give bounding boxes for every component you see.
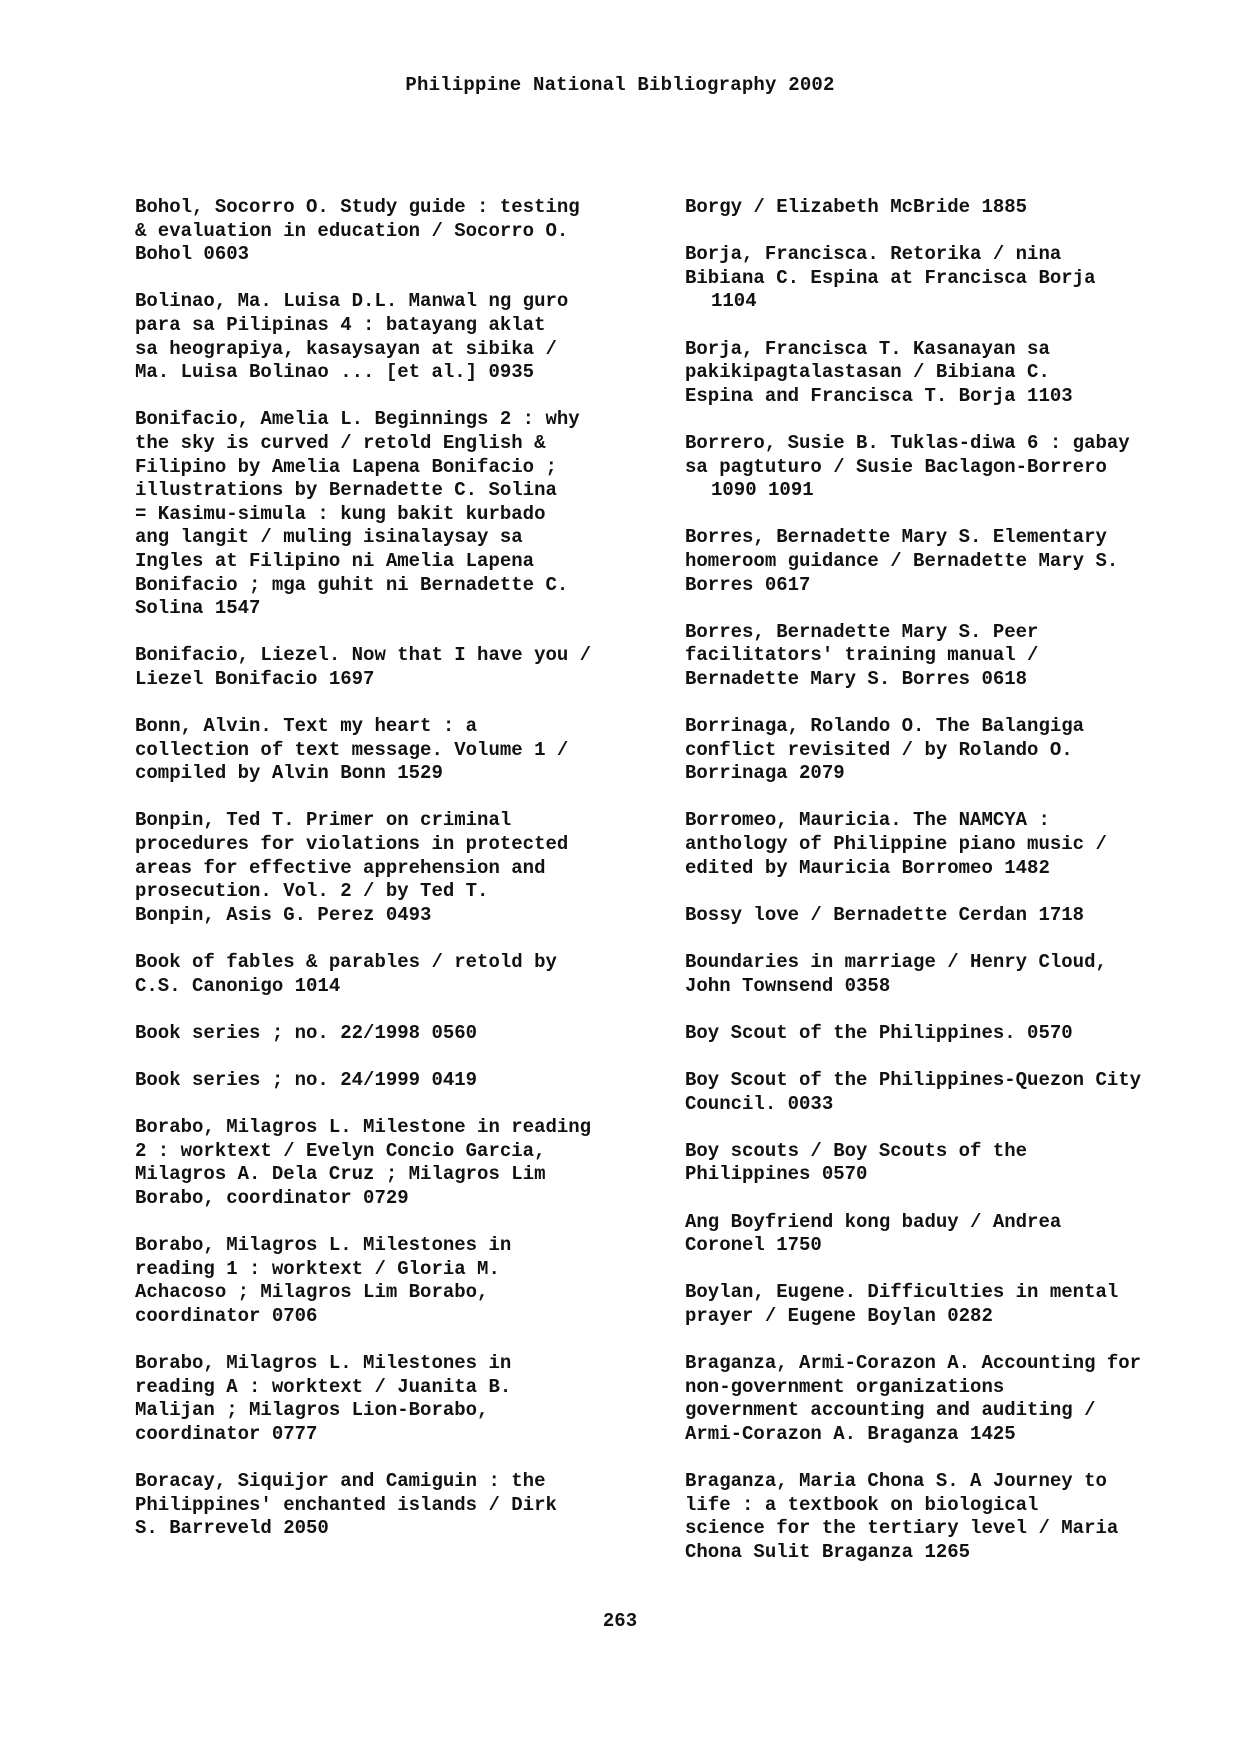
bibliography-entry xyxy=(135,1022,655,1046)
entry-line: collection of text message. Volume 1 / xyxy=(135,738,569,761)
entry-line: prayer / Eugene Boylan 0282 xyxy=(685,1304,993,1327)
entry-line: Braganza, Maria Chona S. A Journey to xyxy=(685,1470,1107,1493)
bibliography-entry xyxy=(685,1352,1205,1446)
entry-line: homeroom guidance / Bernadette Mary S. xyxy=(685,549,1119,572)
entry-line: areas for effective apprehension and xyxy=(135,856,546,879)
entry-line: Chona Sulit Braganza 1265 xyxy=(685,1540,971,1563)
entry-line: prosecution. Vol. 2 / by Ted T. xyxy=(135,880,489,903)
entry-line: John Townsend 0358 xyxy=(685,974,891,997)
bibliography-entry xyxy=(135,951,655,998)
bibliography-entry xyxy=(685,809,1205,880)
entry-line: Book series ; no. 24/1999 0419 xyxy=(135,1068,478,1091)
entry-line: Council. 0033 xyxy=(685,1092,834,1115)
bibliography-column-left xyxy=(135,196,655,1564)
entry-line: 1104 xyxy=(711,290,757,313)
bibliography-entry xyxy=(135,1234,655,1328)
bibliography-entry xyxy=(685,1470,1205,1564)
entry-line: sa pagtuturo / Susie Baclagon-Borrero xyxy=(685,455,1107,478)
entry-line: conflict revisited / by Rolando O. xyxy=(685,738,1073,761)
bibliography-entry xyxy=(685,1140,1205,1187)
entry-line: para sa Pilipinas 4 : batayang aklat xyxy=(135,313,546,336)
bibliography-entry xyxy=(685,243,1205,314)
entry-line: Borja, Francisca. Retorika / nina xyxy=(685,243,1062,266)
bibliography-entry xyxy=(685,1211,1205,1258)
bibliography-entry xyxy=(685,621,1205,692)
bibliography-entry xyxy=(135,644,655,691)
page-header-title: Philippine National Bibliography 2002 xyxy=(405,74,835,96)
entry-line: Boy Scout of the Philippines. 0570 xyxy=(685,1021,1073,1044)
bibliography-entry xyxy=(135,809,655,927)
entry-line: Bonpin, Ted T. Primer on criminal xyxy=(135,809,512,832)
entry-line: Bonpin, Asis G. Perez 0493 xyxy=(135,903,432,926)
entry-line: anthology of Philippine piano music / xyxy=(685,833,1107,856)
bibliography-column-right xyxy=(685,196,1205,1588)
entry-line: Bibiana C. Espina at Francisca Borja xyxy=(685,266,1096,289)
entry-line: Boundaries in marriage / Henry Cloud, xyxy=(685,951,1107,973)
bibliography-entry xyxy=(685,1069,1205,1116)
entry-line: Borabo, Milagros L. Milestone in reading xyxy=(135,1116,592,1139)
entry-line: Borres 0617 xyxy=(685,573,811,596)
entry-line: non-government organizations xyxy=(685,1375,1005,1398)
bibliography-entry xyxy=(135,715,655,786)
entry-line: Ingles at Filipino ni Amelia Lapena xyxy=(135,549,535,572)
entry-line: Borrero, Susie B. Tuklas-diwa 6 : gabay xyxy=(685,431,1130,454)
entry-line: Philippines' enchanted islands / Dirk xyxy=(135,1493,557,1516)
bibliography-entry xyxy=(135,408,655,620)
entry-line: coordinator 0777 xyxy=(135,1422,318,1445)
entry-line: Borres, Bernadette Mary S. Peer xyxy=(685,620,1039,643)
entry-line: Borrinaga, Rolando O. The Balangiga xyxy=(685,715,1085,738)
entry-line: Bohol, Socorro O. Study guide : testing xyxy=(135,196,580,218)
entry-line: reading A : worktext / Juanita B. xyxy=(135,1375,512,1398)
entry-line: Coronel 1750 xyxy=(685,1234,822,1257)
entry-line: Boylan, Eugene. Difficulties in mental xyxy=(685,1281,1119,1304)
bibliography-entry xyxy=(135,1116,655,1210)
bibliography-entry xyxy=(685,904,1205,928)
entry-line: S. Barreveld 2050 xyxy=(135,1517,329,1540)
page-number: 263 xyxy=(602,1610,638,1632)
entry-line: Bonn, Alvin. Text my heart : a xyxy=(135,715,478,738)
entry-line: Espina and Francisca T. Borja 1103 xyxy=(685,384,1073,407)
entry-line: science for the tertiary level / Maria xyxy=(685,1517,1119,1540)
entry-line: Borres, Bernadette Mary S. Elementary xyxy=(685,526,1107,549)
entry-line: Boracay, Siquijor and Camiguin : the xyxy=(135,1470,546,1493)
entry-line: Philippines 0570 xyxy=(685,1163,868,1186)
entry-line: C.S. Canonigo 1014 xyxy=(135,974,341,997)
entry-line: Bossy love / Bernadette Cerdan 1718 xyxy=(685,903,1085,926)
entry-line: Borromeo, Mauricia. The NAMCYA : xyxy=(685,809,1050,832)
entry-line: Bonifacio, Amelia L. Beginnings 2 : why xyxy=(135,408,580,431)
bibliography-entry xyxy=(685,1022,1205,1046)
entry-line: = Kasimu-simula : kung bakit kurbado xyxy=(135,502,546,525)
bibliography-entry xyxy=(135,1069,655,1093)
entry-line: sa heograpiya, kasaysayan at sibika / xyxy=(135,337,557,360)
entry-line: Ma. Luisa Bolinao ... [et al.] 0935 xyxy=(135,361,535,384)
entry-line: Boy scouts / Boy Scouts of the xyxy=(685,1139,1028,1162)
entry-line: 1090 1091 xyxy=(711,479,814,502)
entry-line: facilitators' training manual / xyxy=(685,644,1039,667)
bibliography-entry xyxy=(685,196,1205,220)
entry-line: illustrations by Bernadette C. Solina xyxy=(135,479,557,502)
entry-line: Malijan ; Milagros Lion-Borabo, xyxy=(135,1399,489,1422)
entry-line: Bernadette Mary S. Borres 0618 xyxy=(685,667,1028,690)
bibliography-entry xyxy=(685,951,1205,998)
bibliography-entry xyxy=(685,338,1205,409)
entry-line: Borabo, coordinator 0729 xyxy=(135,1186,409,1209)
entry-line: Armi-Corazon A. Braganza 1425 xyxy=(685,1422,1016,1445)
entry-line: Milagros A. Dela Cruz ; Milagros Lim xyxy=(135,1163,546,1186)
entry-line: life : a textbook on biological xyxy=(685,1493,1039,1516)
entry-line: Bonifacio ; mga guhit ni Bernadette C. xyxy=(135,573,569,596)
entry-line: Borabo, Milagros L. Milestones in xyxy=(135,1234,512,1257)
entry-line: pakikipagtalastasan / Bibiana C. xyxy=(685,361,1050,384)
entry-line: government accounting and auditing / xyxy=(685,1399,1096,1422)
entry-line: Achacoso ; Milagros Lim Borabo, xyxy=(135,1281,489,1304)
entry-line: ang langit / muling isinalaysay sa xyxy=(135,526,523,549)
entry-line: Bolinao, Ma. Luisa D.L. Manwal ng guro xyxy=(135,290,569,313)
entry-line: compiled by Alvin Bonn 1529 xyxy=(135,762,443,785)
entry-line: Bohol 0603 xyxy=(135,243,250,266)
entry-line: Liezel Bonifacio 1697 xyxy=(135,667,375,690)
entry-line: Borrinaga 2079 xyxy=(685,762,845,785)
entry-line: Book series ; no. 22/1998 0560 xyxy=(135,1021,478,1044)
bibliography-entry xyxy=(135,196,655,267)
bibliography-entry xyxy=(685,1281,1205,1328)
entry-line: Borja, Francisca T. Kasanayan sa xyxy=(685,337,1050,360)
entry-line: 2 : worktext / Evelyn Concio Garcia, xyxy=(135,1139,546,1162)
entry-line: reading 1 : worktext / Gloria M. xyxy=(135,1257,500,1280)
entry-line: Book of fables & parables / retold by xyxy=(135,951,557,973)
entry-line: Bonifacio, Liezel. Now that I have you / xyxy=(135,644,592,667)
entry-line: the sky is curved / retold English & xyxy=(135,431,546,454)
bibliography-entry xyxy=(135,290,655,384)
bibliography-entry xyxy=(135,1352,655,1446)
entry-line: Borabo, Milagros L. Milestones in xyxy=(135,1352,512,1375)
entry-line: coordinator 0706 xyxy=(135,1304,318,1327)
entry-line: procedures for violations in protected xyxy=(135,833,569,856)
entry-line: Braganza, Armi-Corazon A. Accounting for xyxy=(685,1352,1142,1375)
entry-line: Solina 1547 xyxy=(135,597,261,620)
bibliography-entry xyxy=(685,526,1205,597)
entry-line: Borgy / Elizabeth McBride 1885 xyxy=(685,196,1028,218)
bibliography-entry xyxy=(135,1470,655,1541)
entry-line: Ang Boyfriend kong baduy / Andrea xyxy=(685,1210,1062,1233)
entry-line: Filipino by Amelia Lapena Bonifacio ; xyxy=(135,455,557,478)
entry-line: edited by Mauricia Borromeo 1482 xyxy=(685,856,1050,879)
entry-line: & evaluation in education / Socorro O. xyxy=(135,219,569,242)
bibliography-entry xyxy=(685,432,1205,503)
entry-line: Boy Scout of the Philippines-Quezon City xyxy=(685,1068,1142,1091)
bibliography-entry xyxy=(685,715,1205,786)
